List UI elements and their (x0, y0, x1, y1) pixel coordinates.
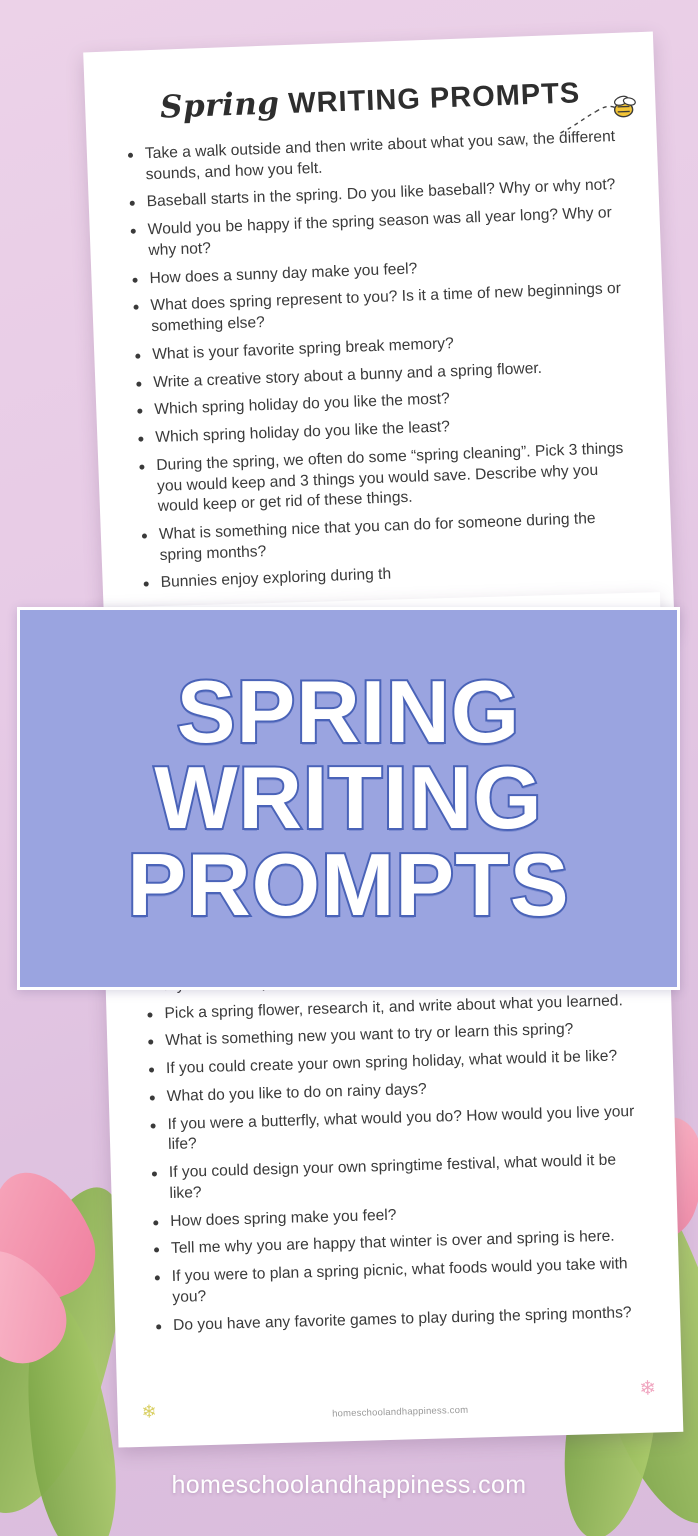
sheet-title-caps: WRITING PROMPTS (287, 77, 581, 120)
list-item: How does a sunny day make you feel? (147, 251, 625, 289)
prompt-list-bottom (135, 963, 650, 1337)
list-item: During the spring, we often do some “spring cleaning”. Pick 3 things you would keep and 3 things you would save. Describe why you would keep or get rid of these things. (154, 438, 634, 518)
banner-line-2: WRITING (154, 748, 543, 848)
list-item: Would you be happy if the spring season was all year long? Why or why not? (145, 203, 624, 262)
list-item: How does spring make you feel? (168, 1198, 641, 1232)
list-item: Write a creative story about a bunny and a spring flower. (151, 355, 629, 393)
sheet-top-content (83, 32, 673, 614)
list-item: If you were to plan a spring picnic, what foods would you take with you? (170, 1254, 644, 1309)
list-item: Which spring holiday do you like the least? (153, 411, 631, 449)
list-item: Baseball starts in the spring. Do you like baseball? Why or why not? (144, 175, 622, 213)
list-item: What is your favorite spring break memory? (150, 328, 628, 366)
printable-sheet-top (83, 32, 675, 652)
list-item: Take a walk outside and then write about what you saw, the different sounds, and how you felt. (143, 127, 622, 186)
list-item: What is something new you want to try or learn this spring? (163, 1018, 636, 1052)
banner-line-1: SPRING (176, 661, 521, 761)
sprig-icon: ❄ (141, 1401, 157, 1422)
prompt-list-top (117, 127, 643, 596)
list-item: Pick a spring flower, research it, and write about what you learned. (162, 991, 635, 1025)
sheet-title-script: Spring (159, 85, 281, 126)
list-item: Do you have any favorite games to play during the spring months? (171, 1302, 644, 1336)
butterfly-icon: ❄ (639, 1377, 657, 1400)
overlay-title-banner (17, 607, 680, 990)
list-item: Bunnies enjoy exploring during th (158, 556, 636, 594)
list-item: Which spring holiday do you like the most? (152, 383, 630, 421)
banner-line-3: PROMPTS (127, 834, 570, 934)
list-item: If you could design your own springtime festival, what would it be like? (167, 1150, 641, 1205)
list-item: What do you like to do on rainy days? (165, 1074, 638, 1108)
list-item: If you were a butterfly, what would you do? How would you live your life? (165, 1102, 639, 1157)
sheet-footer-url: homeschoolandhappiness.com (331, 1404, 469, 1420)
sheet-title (115, 73, 626, 128)
list-item: What does spring represent to you? Is it a time of new beginnings or something else? (148, 279, 627, 338)
list-item: If you could create your own spring holiday, what would it be like? (164, 1046, 637, 1080)
list-item: Tell me why you are happy that winter is over and spring is here. (169, 1226, 642, 1260)
brand-url: homeschoolandhappiness.com (171, 1471, 527, 1499)
list-item: What is something nice that you can do for someone during the spring months? (157, 508, 636, 567)
